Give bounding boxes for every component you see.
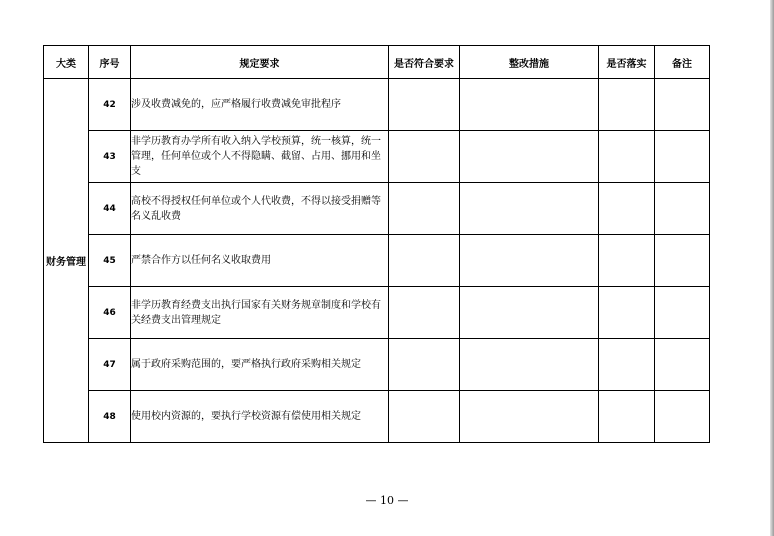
table-row <box>44 131 710 183</box>
compliant-cell <box>389 131 460 183</box>
compliant-cell <box>389 79 460 131</box>
header-compliant: 是否符合要求 <box>389 46 460 79</box>
compliant-cell <box>389 235 460 287</box>
remarks-cell <box>655 391 710 443</box>
requirement-cell: 非学历教育经费支出执行国家有关财务规章制度和学校有关经费支出管理规定 <box>131 287 389 339</box>
remarks-cell <box>655 287 710 339</box>
row-number: 46 <box>89 287 131 339</box>
rectification-cell <box>460 391 599 443</box>
table-row <box>44 183 710 235</box>
rectification-cell <box>460 339 599 391</box>
remarks-cell <box>655 79 710 131</box>
table-row <box>44 287 710 339</box>
implemented-cell <box>599 183 655 235</box>
checklist-table <box>43 45 710 443</box>
requirement-cell: 非学历教育办学所有收入纳入学校预算，统一核算，统一管理，任何单位或个人不得隐瞒、截留、占用、挪用和坐支 <box>131 131 389 183</box>
table-row <box>44 79 710 131</box>
compliant-cell <box>389 287 460 339</box>
page-number: — 10 — <box>365 494 409 507</box>
row-number: 44 <box>89 183 131 235</box>
compliant-cell <box>389 339 460 391</box>
implemented-cell <box>599 339 655 391</box>
header-remarks: 备注 <box>655 46 710 79</box>
requirement-cell: 属于政府采购范围的，要严格执行政府采购相关规定 <box>131 339 389 391</box>
implemented-cell <box>599 391 655 443</box>
implemented-cell <box>599 235 655 287</box>
row-number: 48 <box>89 391 131 443</box>
requirement-cell: 涉及收费减免的，应严格履行收费减免审批程序 <box>131 79 389 131</box>
compliant-cell <box>389 391 460 443</box>
header-row <box>44 46 710 79</box>
implemented-cell <box>599 131 655 183</box>
implemented-cell <box>599 287 655 339</box>
category-cell: 财务管理 <box>44 79 89 443</box>
header-number: 序号 <box>89 46 131 79</box>
rectification-cell <box>460 79 599 131</box>
implemented-cell <box>599 79 655 131</box>
remarks-cell <box>655 235 710 287</box>
header-implemented: 是否落实 <box>599 46 655 79</box>
requirement-cell: 高校不得授权任何单位或个人代收费，不得以接受捐赠等名义乱收费 <box>131 183 389 235</box>
requirement-cell: 严禁合作方以任何名义收取费用 <box>131 235 389 287</box>
page-edge-shadow <box>770 0 774 536</box>
compliant-cell <box>389 183 460 235</box>
rectification-cell <box>460 287 599 339</box>
rectification-cell <box>460 131 599 183</box>
rectification-cell <box>460 235 599 287</box>
row-number: 42 <box>89 79 131 131</box>
row-number: 45 <box>89 235 131 287</box>
remarks-cell <box>655 131 710 183</box>
header-category: 大类 <box>44 46 89 79</box>
header-requirement: 规定要求 <box>131 46 389 79</box>
remarks-cell <box>655 339 710 391</box>
remarks-cell <box>655 183 710 235</box>
table-row <box>44 391 710 443</box>
row-number: 43 <box>89 131 131 183</box>
row-number: 47 <box>89 339 131 391</box>
table-row <box>44 235 710 287</box>
header-rectification: 整改措施 <box>460 46 599 79</box>
requirement-cell: 使用校内资源的，要执行学校资源有偿使用相关规定 <box>131 391 389 443</box>
table-row <box>44 339 710 391</box>
rectification-cell <box>460 183 599 235</box>
